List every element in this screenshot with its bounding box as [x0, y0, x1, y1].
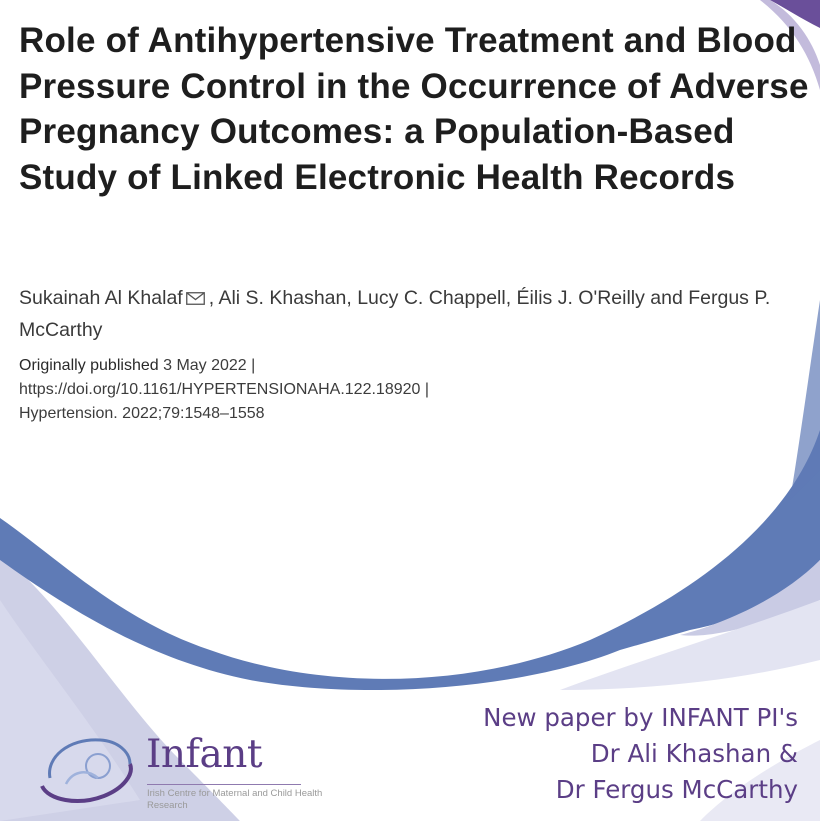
author-list: [19, 282, 809, 346]
separator: |: [251, 357, 256, 374]
announcement-line-2: Dr Ali Khashan &: [590, 739, 798, 768]
published-date: 3 May 2022: [163, 357, 247, 374]
infant-logo-wordmark: Infant: [146, 732, 262, 777]
publication-info: [19, 354, 579, 426]
citation: Hypertension. 2022;79:1548–1558: [19, 405, 265, 422]
doi-line: [19, 378, 579, 402]
doi-link[interactable]: https://doi.org/10.1161/HYPERTENSIONAHA.122.18920: [19, 381, 421, 398]
logo-divider: [147, 784, 301, 785]
infant-logo-subtitle: Irish Centre for Maternal and Child Health Research: [147, 788, 323, 811]
announcement: [483, 700, 798, 808]
infant-logo-mark-icon: [38, 728, 138, 808]
announcement-line-1: New paper by INFANT PI's: [483, 703, 798, 732]
author-name-first[interactable]: Sukainah Al Khalaf: [19, 287, 183, 309]
published-line: [19, 354, 579, 378]
author-names-rest: , Ali S. Khashan, Lucy C. Chappell, Éilis J. O'Reilly and Fergus P. McCarthy: [19, 287, 771, 341]
separator: |: [424, 381, 430, 398]
infant-logo: [38, 728, 323, 818]
published-label: Originally published: [19, 357, 159, 374]
paper-title: Role of Antihypertensive Treatment and Blood Pressure Control in the Occurrence of Adverse Pregnancy Outcomes: a Population-Based Study of Linked Electronic Health Records: [19, 21, 809, 197]
mail-icon[interactable]: [186, 292, 205, 305]
announcement-line-3: Dr Fergus McCarthy: [555, 775, 798, 804]
